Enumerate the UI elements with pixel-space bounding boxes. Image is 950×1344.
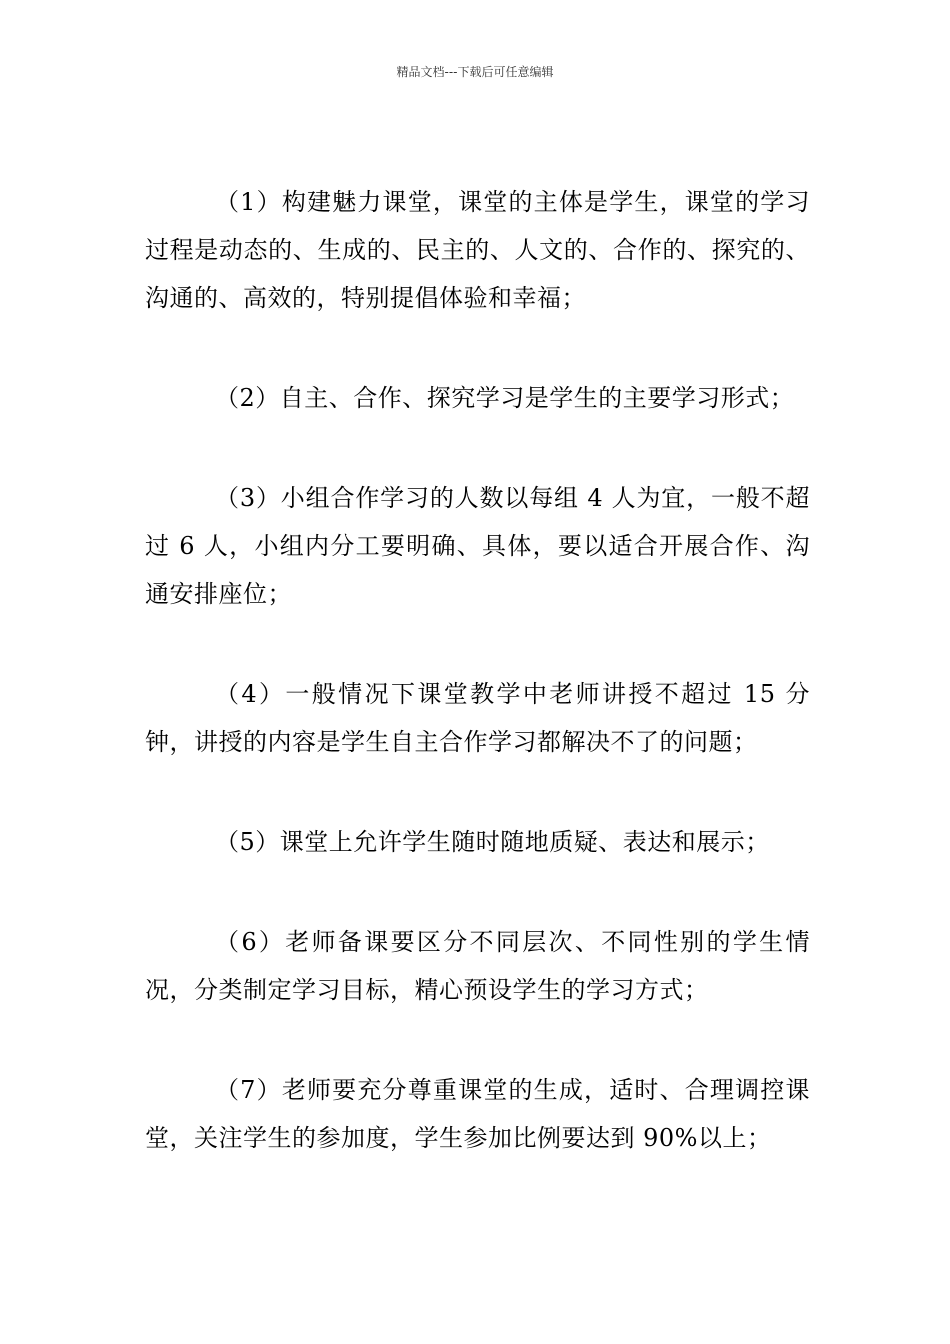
paragraph-7: （7）老师要充分尊重课堂的生成，适时、合理调控课堂，关注学生的参加度，学生参加比例要达到 90%以上； bbox=[145, 1076, 810, 1152]
page-header: 精品文档---下载后可任意编辑 bbox=[396, 65, 554, 79]
paragraph-5: （5）课堂上允许学生随时随地质疑、表达和展示； bbox=[215, 828, 770, 856]
paragraph-2: （2）自主、合作、探究学习是学生的主要学习形式； bbox=[215, 384, 795, 412]
paragraph-6: （6）老师备课要区分不同层次、不同性别的学生情况，分类制定学习目标，精心预设学生的学习方式； bbox=[145, 928, 810, 1004]
paragraph-4: （4）一般情况下课堂教学中老师讲授不超过 15 分钟，讲授的内容是学生自主合作学习都解决不了的问题； bbox=[145, 680, 810, 756]
document-body bbox=[145, 178, 810, 1214]
paragraph-1: （1）构建魅力课堂，课堂的主体是学生，课堂的学习过程是动态的、生成的、民主的、人文的、合作的、探究的、沟通的、高效的，特别提倡体验和幸福； bbox=[145, 188, 810, 312]
paragraph-3: （3）小组合作学习的人数以每组 4 人为宜，一般不超过 6 人，小组内分工要明确、具体，要以适合开展合作、沟通安排座位； bbox=[145, 484, 810, 608]
